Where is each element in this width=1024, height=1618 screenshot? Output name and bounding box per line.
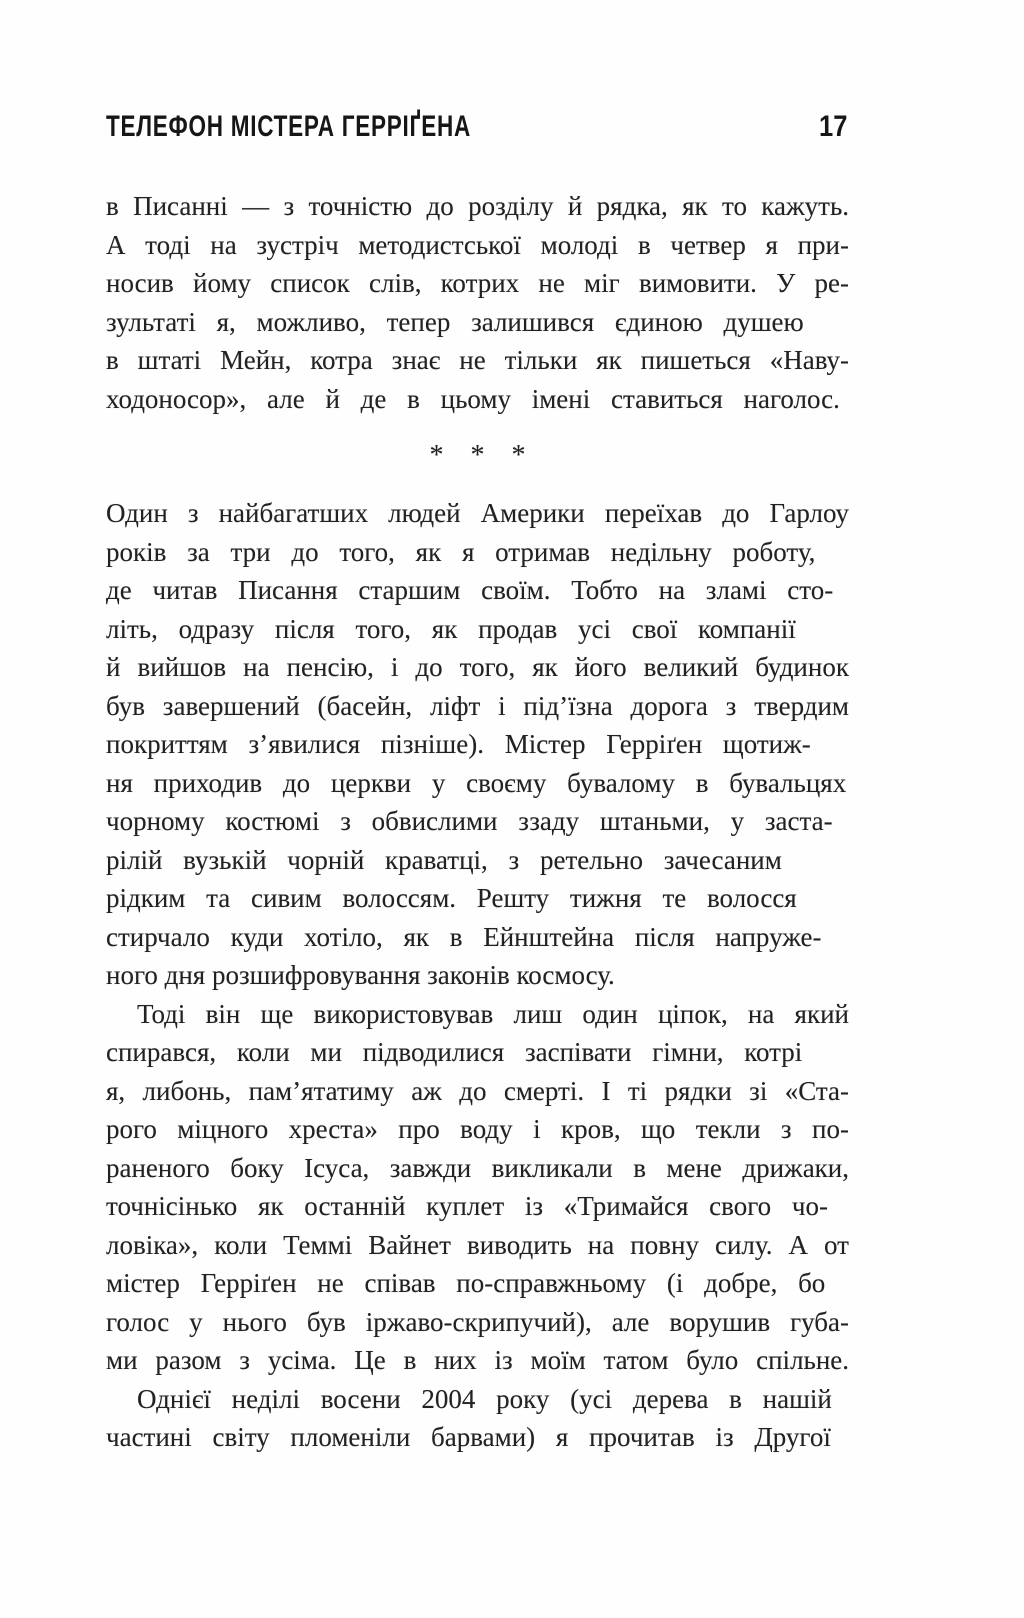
- text-line-content: покриттям з’явилися пізніше). Містер Герріґен щотиж-: [106, 729, 811, 759]
- text-line-content: містер Герріґен не співав по-справжньому (і добре, бо: [106, 1268, 826, 1298]
- text-line-content: ходоносор», але й де в цьому імені ставиться наголос.: [106, 383, 840, 414]
- text-line: [106, 341, 849, 380]
- text-line: [106, 725, 849, 764]
- paragraph: [106, 494, 849, 995]
- text-line-content: раненого боку Ісуса, завжди викликали в мене дрижаки,: [106, 1152, 850, 1183]
- paragraph: [106, 187, 849, 418]
- text-line: [106, 1418, 849, 1457]
- text-line: [106, 610, 849, 649]
- paragraph: [106, 1380, 849, 1457]
- text-line-content: чорному костюмі з обвислими ззаду штаньми, у заста-: [106, 806, 833, 836]
- section-separator-text: * * *: [429, 440, 536, 471]
- text-line-content: зультаті я, можливо, тепер залишився єдиною душею: [106, 306, 804, 337]
- text-line-content: літь, одразу після того, як продав усі свої компанії: [106, 613, 796, 644]
- text-line: [106, 648, 849, 687]
- text-line: [106, 802, 849, 841]
- text-line-content: ня приходив до церкви у своєму бувалому в бувальцях: [106, 767, 847, 798]
- text-line: [106, 1149, 849, 1188]
- text-line-content: частині світу пломеніли барвами) я прочитав із Другої: [106, 1422, 831, 1452]
- text-line-content: в Писанні — з точністю до розділу й рядка, як то кажуть.: [106, 191, 850, 221]
- text-line: [106, 571, 849, 610]
- text-line-content: стирчало куди хотіло, як в Ейнштейна після напруже-: [106, 921, 822, 952]
- text-line-content: де читав Писання старшим своїм. Тобто на зламі сто-: [106, 575, 834, 605]
- text-line-content: рідким та сивим волоссям. Решту тижня те волосся: [106, 883, 797, 913]
- text-line-content: Однієї неділі восени 2004 року (усі дерева в нашій: [137, 1383, 832, 1414]
- text-line-content: років за три до того, як я отримав недільну роботу,: [106, 536, 816, 567]
- text-line: [106, 1380, 849, 1419]
- text-line-content: рілій вузькій чорній краватці, з ретельно зачесаним: [106, 844, 782, 875]
- text-line-content: ного дня розшифровування законів космосу.: [106, 960, 615, 990]
- text-line-content: в штаті Мейн, котра знає не тільки як пишеться «Наву-: [106, 345, 850, 375]
- page-header: [106, 112, 847, 144]
- text-line-content: А тоді на зустріч методистської молоді в четвер я при-: [106, 229, 849, 260]
- section-separator: [106, 418, 849, 494]
- text-line: [106, 879, 849, 918]
- running-title: ТЕЛЕФОН МІСТЕРА ГЕРРІҐЕНА: [106, 110, 471, 143]
- text-line: [106, 764, 849, 803]
- text-line-content: був завершений (басейн, ліфт і під’їзна дорога з твердим: [106, 690, 849, 721]
- text-line-content: ми разом з усіма. Це в них із моїм татом було спільне.: [106, 1345, 850, 1375]
- text-line: [106, 1303, 849, 1342]
- text-line-content: точнісінько як останній куплет із «Тримайся свого чо-: [106, 1191, 828, 1221]
- text-line-content: Тоді він ще використовував лиш один ціпок, на який: [137, 998, 849, 1029]
- text-line: [106, 1187, 849, 1226]
- text-line: [106, 956, 849, 995]
- paragraph: [106, 995, 849, 1380]
- text-line: [106, 533, 849, 572]
- text-line: [106, 1110, 849, 1149]
- text-line-content: я, либонь, пам’ятатиму аж до смерті. І ті рядки зі «Ста-: [106, 1075, 849, 1106]
- page-number: 17: [818, 110, 847, 143]
- text-line: [106, 187, 849, 226]
- text-line: [106, 1341, 849, 1380]
- text-line: [106, 841, 849, 880]
- text-block: [106, 187, 849, 1457]
- text-line-content: носив йому список слів, котрих не міг вимовити. У ре-: [106, 268, 849, 298]
- text-line: [106, 303, 849, 342]
- text-line: [106, 1264, 849, 1303]
- text-line-content: Один з найбагатших людей Америки переїхав до Гарлоу: [106, 498, 850, 528]
- text-line-content: спирався, коли ми підводилися заспівати гімни, котрі: [106, 1037, 803, 1067]
- text-line: [106, 494, 849, 533]
- text-line: [106, 264, 849, 303]
- text-line: [106, 226, 849, 265]
- text-line-content: й вийшов на пенсію, і до того, як його великий будинок: [106, 652, 849, 682]
- text-line: [106, 918, 849, 957]
- text-line: [106, 1033, 849, 1072]
- text-line-content: рого міцного хреста» про воду і кров, що текли з по-: [106, 1114, 849, 1144]
- text-line: [106, 1072, 849, 1111]
- text-line: [106, 380, 849, 419]
- text-line-content: ловіка», коли Теммі Вайнет виводить на повну силу. А от: [106, 1229, 849, 1260]
- text-line: [106, 687, 849, 726]
- text-line: [106, 1226, 849, 1265]
- text-line-content: голос у нього був іржаво-скрипучий), але ворушив губа-: [106, 1306, 850, 1337]
- text-line: [106, 995, 849, 1034]
